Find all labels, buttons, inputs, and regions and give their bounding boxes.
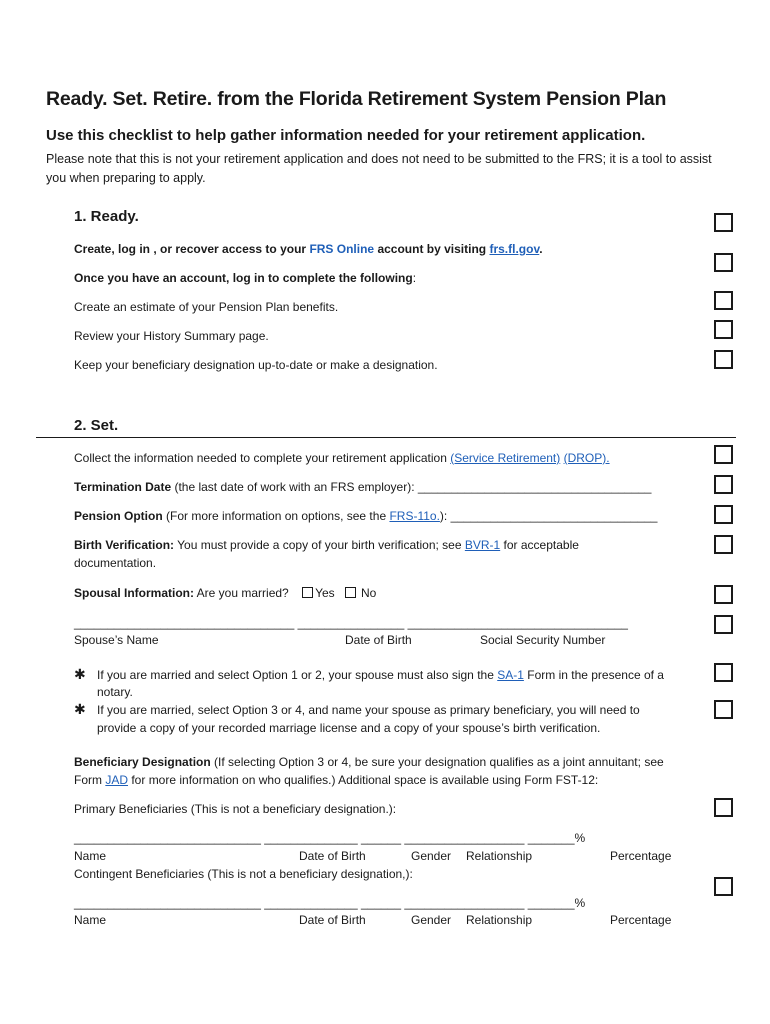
- pension-option-checkbox[interactable]: [714, 505, 733, 524]
- sa-1-link[interactable]: SA-1: [497, 668, 524, 682]
- contingent-blank-lines[interactable]: ____________________________ ______________ ______ __________________ _______%: [74, 896, 586, 910]
- page-title: Ready. Set. Retire. from the Florida Retirement System Pension Plan: [46, 88, 667, 110]
- marriage-license-checkbox[interactable]: [714, 700, 733, 719]
- ready-line2: Once you have an account, log in to complete the following:: [74, 271, 417, 285]
- primary-blank-lines[interactable]: ____________________________ ______________ ______ __________________ _______%: [74, 831, 586, 845]
- col-name: Name: [74, 913, 107, 927]
- col-gender: Gender: [411, 849, 452, 863]
- bullet-icon: ✱: [74, 701, 86, 717]
- subtitle: Use this checklist to help gather information needed for your retirement application.: [46, 127, 646, 144]
- frs-site-link[interactable]: frs.fl.gov: [489, 242, 540, 256]
- frs-online-link[interactable]: FRS Online: [309, 242, 375, 256]
- service-retirement-link[interactable]: (Service Retirement): [450, 451, 561, 465]
- ready-line1-checkbox[interactable]: [714, 253, 733, 272]
- spouse-details-checkbox[interactable]: [714, 615, 733, 634]
- section-divider: [36, 437, 736, 438]
- spouse-name-label: Spouse’s Name: [74, 633, 159, 647]
- termination-checkbox[interactable]: [714, 475, 733, 494]
- bullet-icon: ✱: [74, 666, 86, 682]
- spousal-line: Spousal Information: Are you married? Yes No: [74, 586, 377, 600]
- contingent-beneficiaries-label: Contingent Beneficiaries (This is not a beneficiary designation,):: [74, 867, 413, 881]
- collect-line: Collect the information needed to complete your retirement application (Service Retirement) (DROP).: [74, 451, 610, 465]
- primary-beneficiaries-label: Primary Beneficiaries (This is not a beneficiary designation.):: [74, 802, 397, 816]
- drop-link[interactable]: (DROP).: [563, 451, 610, 465]
- spouse-blank-lines[interactable]: _________________________________ ________________ _________________________________: [74, 616, 628, 630]
- estimate-checkbox[interactable]: [714, 291, 733, 310]
- pension-option-line: Pension Option (For more information on options, see the FRS-11o.): _______________________________: [74, 509, 658, 523]
- yes-checkbox[interactable]: [302, 587, 313, 598]
- ready-item-estimate: Create an estimate of your Pension Plan benefits.: [74, 300, 339, 314]
- bvr-1-link[interactable]: BVR-1: [464, 538, 501, 552]
- beneficiary-update-checkbox[interactable]: [714, 350, 733, 369]
- ready-line1: Create, log in , or recover access to your FRS Online account by visiting frs.fl.gov.: [74, 242, 543, 256]
- collect-checkbox[interactable]: [714, 445, 733, 464]
- col-name: Name: [74, 849, 107, 863]
- spouse-ssn-label: Social Security Number: [480, 633, 606, 647]
- sa-1-checkbox[interactable]: [714, 663, 733, 682]
- primary-beneficiary-checkbox[interactable]: [714, 798, 733, 817]
- spouse-dob-label: Date of Birth: [345, 633, 412, 647]
- beneficiary-designation-line: Beneficiary Designation (If selecting Option 3 or 4, be sure your designation qualifies as a joint annuitant; see: [74, 755, 664, 769]
- col-dob: Date of Birth: [299, 913, 366, 927]
- beneficiary-designation-cont: Form JAD for more information on who qualifies.) Additional space is available using Form FST-12:: [74, 773, 599, 787]
- col-percentage: Percentage: [610, 849, 672, 863]
- col-percentage: Percentage: [610, 913, 672, 927]
- spousal-checkbox[interactable]: [714, 585, 733, 604]
- birth-verification-checkbox[interactable]: [714, 535, 733, 554]
- jad-link[interactable]: JAD: [105, 773, 129, 787]
- contingent-beneficiary-checkbox[interactable]: [714, 877, 733, 896]
- ready-heading: 1. Ready.: [74, 208, 139, 225]
- bullet2-cont: provide a copy of your recorded marriage license and a copy of your spouse’s birth verification.: [97, 721, 601, 735]
- col-dob: Date of Birth: [299, 849, 366, 863]
- frs-11o-link[interactable]: FRS-11o.: [389, 509, 440, 523]
- ready-item-history: Review your History Summary page.: [74, 329, 269, 343]
- bullet2-text: If you are married, select Option 3 or 4, and name your spouse as primary beneficiary, you will need to: [97, 703, 640, 717]
- ready-item-beneficiary: Keep your beneficiary designation up-to-date or make a designation.: [74, 358, 438, 372]
- termination-date-line: Termination Date (the last date of work with an FRS employer): ___________________________________: [74, 480, 652, 494]
- set-heading: 2. Set.: [74, 417, 119, 434]
- col-gender: Gender: [411, 913, 452, 927]
- ready-checkbox[interactable]: [714, 213, 733, 232]
- bullet1-text: If you are married and select Option 1 or 2, your spouse must also sign the SA-1 Form in the presence of a: [97, 668, 664, 682]
- birth-verification-cont: documentation.: [74, 556, 157, 570]
- no-checkbox[interactable]: [345, 587, 356, 598]
- history-checkbox[interactable]: [714, 320, 733, 339]
- col-relationship: Relationship: [466, 849, 533, 863]
- intro-note: Please note that this is not your retirement application and does not need to be submitted to the FRS; it is a tool to assist you when preparing to apply.: [46, 152, 712, 185]
- birth-verification-line: Birth Verification: You must provide a copy of your birth verification; see BVR-1 for acceptable: [74, 538, 579, 552]
- col-relationship: Relationship: [466, 913, 533, 927]
- bullet1-cont: notary.: [97, 685, 133, 699]
